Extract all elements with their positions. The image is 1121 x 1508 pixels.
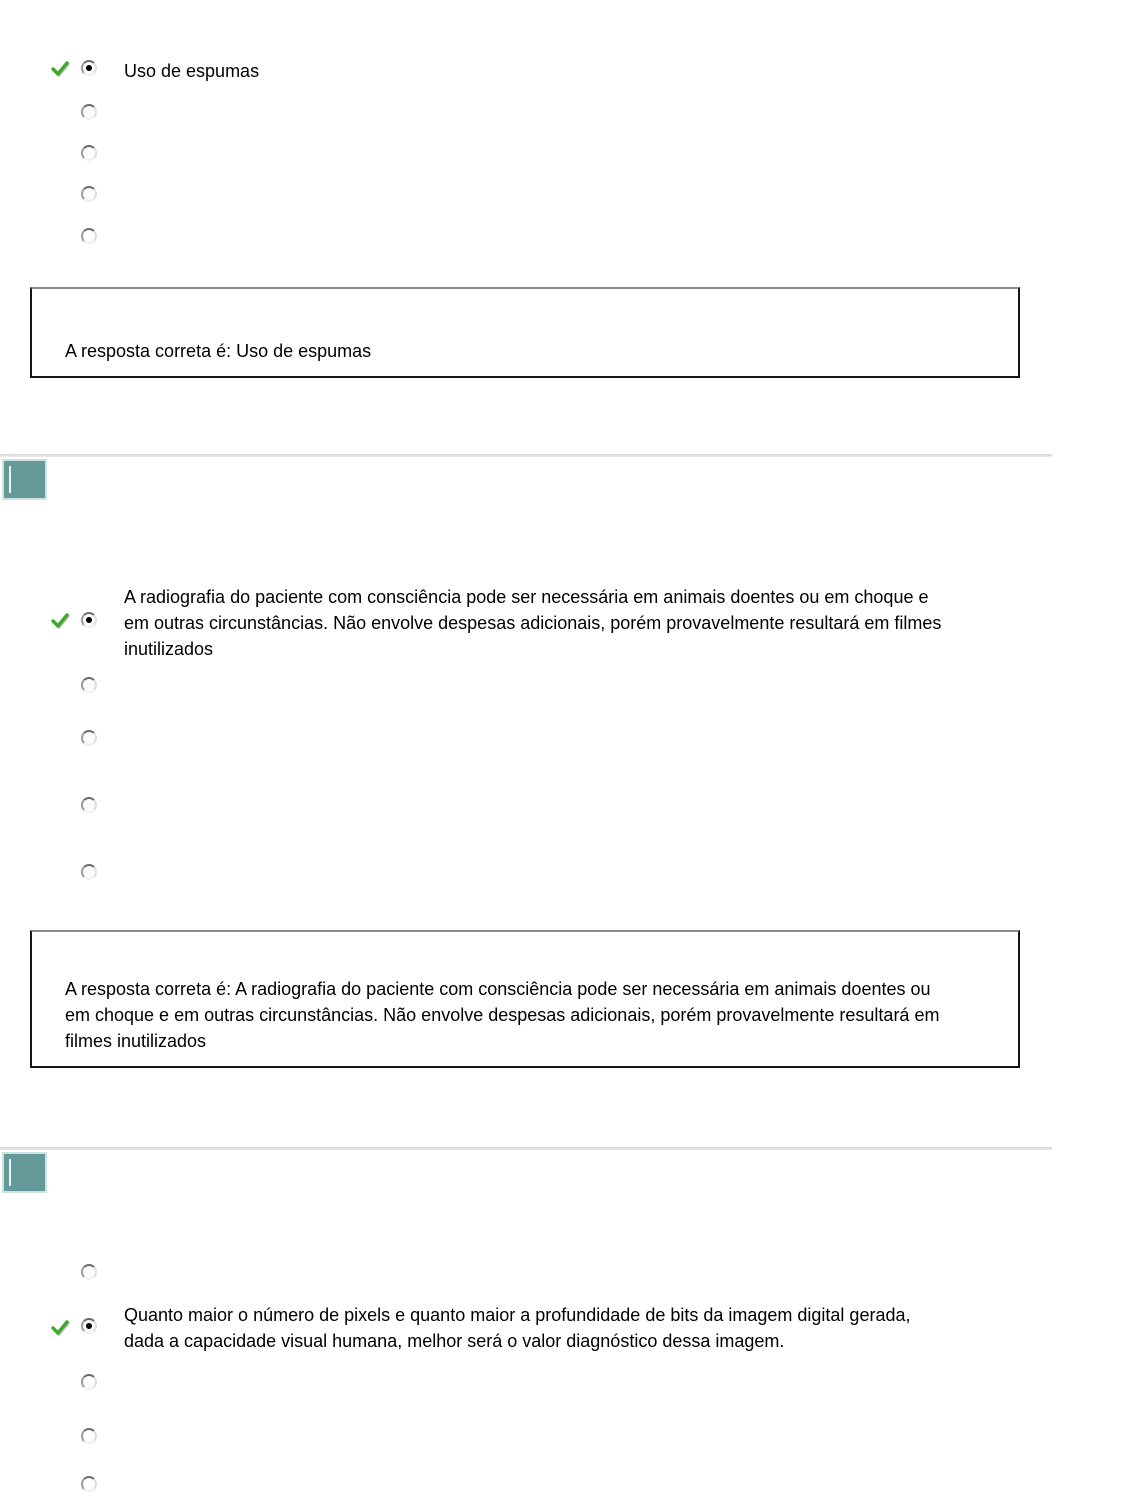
correct-check-icon bbox=[51, 1320, 69, 1335]
radio-option-empty[interactable] bbox=[81, 186, 97, 202]
radio-option-empty[interactable] bbox=[81, 104, 97, 120]
radio-option-empty[interactable] bbox=[81, 1428, 97, 1444]
radio-option-empty[interactable] bbox=[81, 1476, 97, 1492]
feedback-box-question-1 bbox=[30, 287, 1020, 378]
question-header-block bbox=[2, 459, 47, 500]
radio-option-empty[interactable] bbox=[81, 228, 97, 244]
option-label: Uso de espumas bbox=[124, 61, 260, 81]
correct-answer-text: A resposta correta é: A radiografia do paciente com consciência pode ser necessária em animais doentes ou em choque e em outras circunstâncias. Não envolve despesas adicionais, porém provavelmente resultará em filmes inutilizados bbox=[65, 979, 940, 1051]
correct-check-icon bbox=[51, 61, 69, 76]
feedback-box-question-2 bbox=[30, 930, 1020, 1068]
question-header-block bbox=[2, 1152, 47, 1193]
radio-option-empty[interactable] bbox=[81, 730, 97, 746]
radio-option-selected[interactable] bbox=[81, 1318, 97, 1334]
radio-option-empty[interactable] bbox=[81, 677, 97, 693]
correct-answer-text: A resposta correta é: Uso de espumas bbox=[65, 341, 372, 361]
radio-option-empty[interactable] bbox=[81, 1374, 97, 1390]
radio-option-empty[interactable] bbox=[81, 1264, 97, 1280]
section-divider bbox=[0, 1147, 1052, 1150]
radio-option-selected[interactable] bbox=[81, 612, 97, 628]
caret-line bbox=[9, 1159, 11, 1186]
radio-option-empty[interactable] bbox=[81, 864, 97, 880]
option-label: Quanto maior o número de pixels e quanto maior a profundidade de bits da imagem digital gerada, dada a capacidade visual humana, melhor será o valor diagnóstico dessa imagem. bbox=[124, 1305, 911, 1351]
caret-line bbox=[9, 466, 11, 493]
correct-check-icon bbox=[51, 613, 69, 628]
radio-option-empty[interactable] bbox=[81, 145, 97, 161]
radio-option-selected[interactable] bbox=[81, 60, 97, 76]
radio-option-empty[interactable] bbox=[81, 797, 97, 813]
section-divider bbox=[0, 454, 1052, 457]
option-label: A radiografia do paciente com consciência pode ser necessária em animais doentes ou em choque e em outras circunstâncias. Não envolve despesas adicionais, porém provavelmente resultará em filmes inutilizados bbox=[124, 587, 942, 659]
